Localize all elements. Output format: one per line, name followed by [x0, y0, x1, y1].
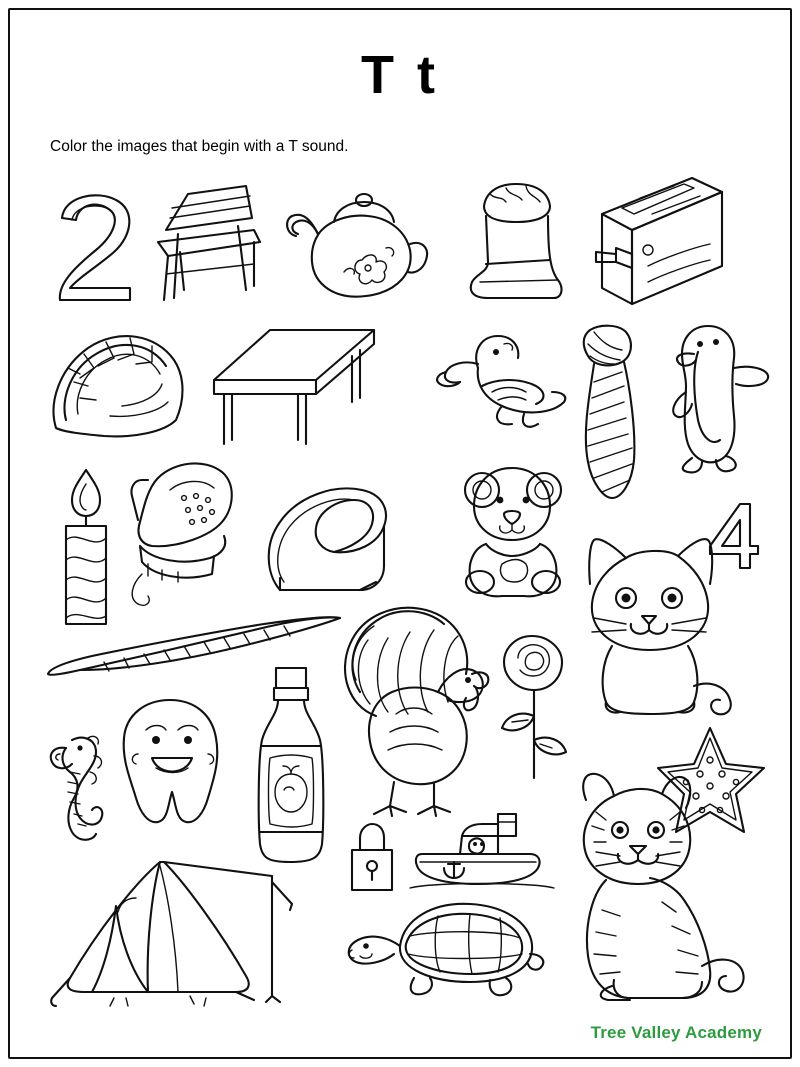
- item-duck[interactable]: [420, 330, 570, 436]
- item-seahorse[interactable]: [44, 726, 114, 850]
- item-toaster[interactable]: [588, 170, 728, 308]
- item-cat[interactable]: [560, 526, 738, 720]
- item-boot[interactable]: [462, 176, 572, 304]
- page-title: T t: [361, 45, 439, 105]
- item-turtle[interactable]: [330, 888, 550, 1000]
- item-ketchup-bottle[interactable]: [246, 662, 336, 866]
- item-candle[interactable]: [56, 466, 118, 632]
- item-tiger[interactable]: [552, 760, 752, 1006]
- item-table[interactable]: [202, 322, 384, 450]
- item-teapot[interactable]: [282, 178, 434, 308]
- item-turkey[interactable]: [330, 596, 498, 822]
- item-number-two[interactable]: [52, 188, 142, 303]
- item-tent[interactable]: [40, 848, 296, 1008]
- brand-logo-text: Tree Valley Academy: [590, 1023, 762, 1042]
- item-tape-dispenser[interactable]: [250, 478, 396, 600]
- item-iron[interactable]: [118, 450, 242, 616]
- item-penguin[interactable]: [648, 312, 774, 476]
- instructions-text: Color the images that begin with a T sound.: [50, 138, 349, 155]
- item-taco[interactable]: [44, 324, 194, 444]
- item-tugboat[interactable]: [402, 806, 562, 892]
- item-chair[interactable]: [150, 178, 265, 303]
- item-lock[interactable]: [344, 820, 398, 894]
- item-tooth[interactable]: [112, 692, 228, 832]
